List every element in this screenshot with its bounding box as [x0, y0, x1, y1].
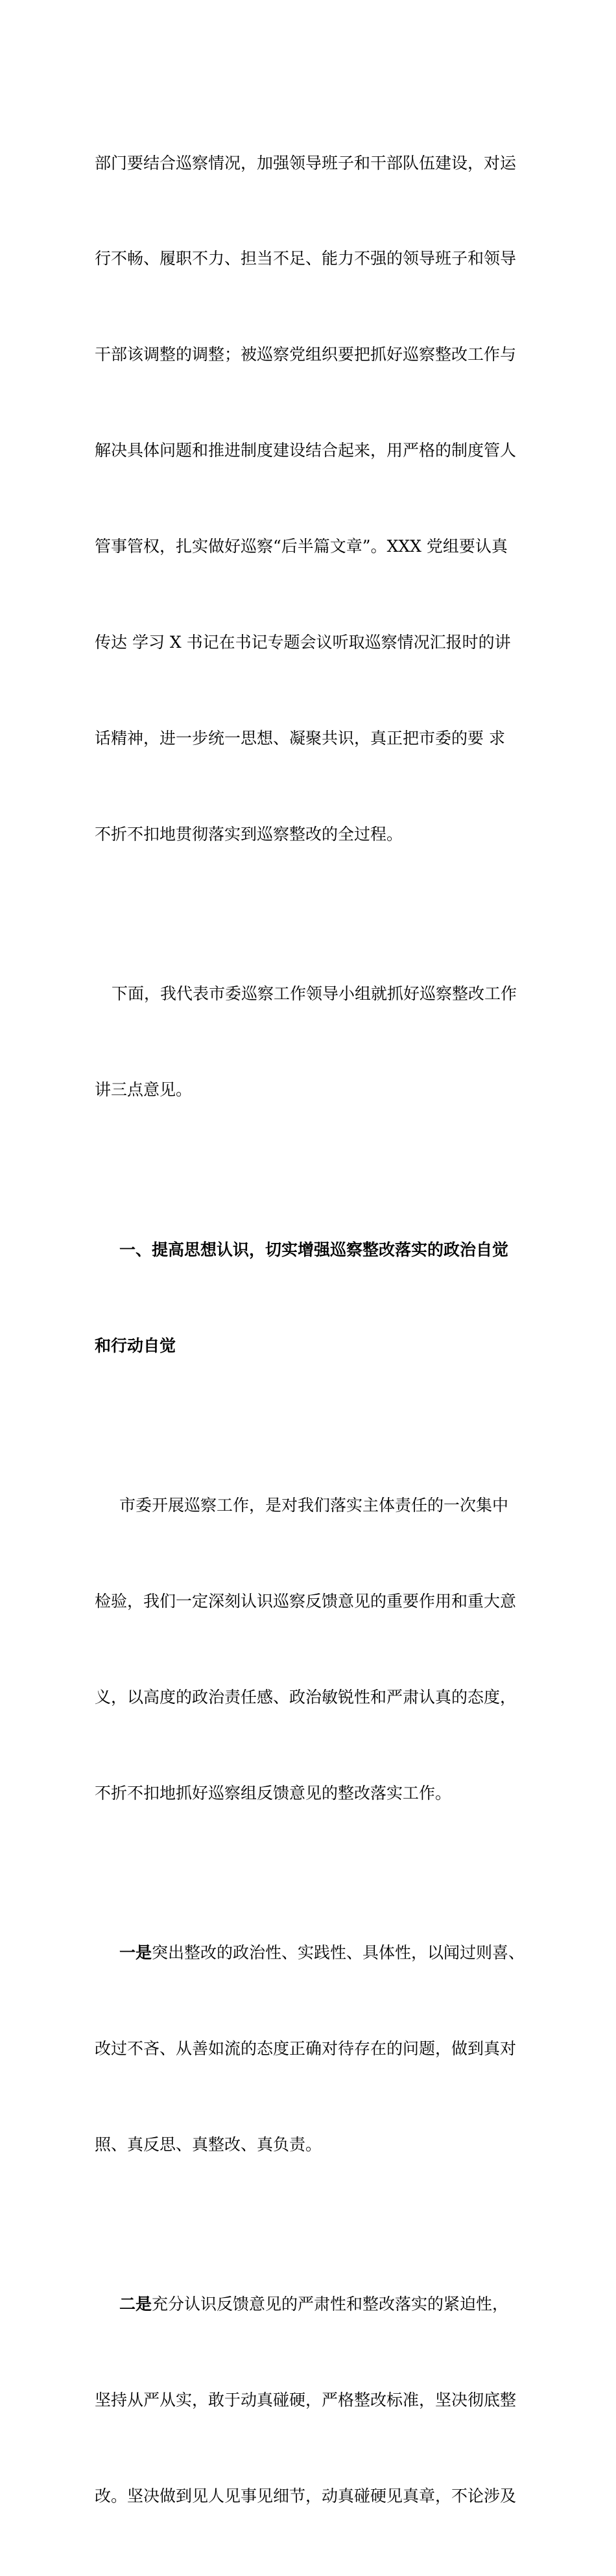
text-line: 讲三点意见。 — [95, 1080, 193, 1100]
text-line: 照、真反思、真整改、真负责。 — [95, 2135, 322, 2154]
section-heading — [95, 1170, 536, 1425]
text-line: 改。坚决做到见人见事见细节，动真碰硬见真章，不论涉及 — [95, 2487, 517, 2506]
text-line: 传达 学习 X 书记在书记专题会议听取巡察情况汇报时的讲 — [95, 633, 511, 652]
point-lead: 一是 — [119, 1943, 152, 1963]
text-line: 话精神，进一步统一思想、凝聚共识，真正把市委的要 求 — [95, 728, 505, 748]
text-line: 检验，我们一定深刻认识巡察反馈意见的重要作用和重大意 — [95, 1591, 517, 1611]
heading-line: 一、提高思想认识，切实增强巡察整改落实的政治自觉 — [119, 1240, 509, 1259]
document-body — [95, 83, 536, 2576]
heading-line: 和行动自觉 — [95, 1336, 176, 1355]
point-text: 充分认识反馈意见的严肃性和整改落实的紧迫性， — [152, 2295, 509, 2314]
text-line: 解决具体问题和推进制度建设结合起来，用严格的制度管人 — [95, 441, 517, 460]
paragraph-continuation — [95, 83, 536, 914]
text-line: 行不畅、履职不力、担当不足、能力不强的领导班子和领导 — [95, 249, 517, 268]
text-line: 不折不扣地抓好巡察组反馈意见的整改落实工作。 — [95, 1783, 452, 1802]
text-line: 不折不扣地贯彻落实到巡察整改的全过程。 — [95, 824, 403, 844]
paragraph-intro — [95, 914, 536, 1170]
text-line: 干部该调整的调整；被巡察党组织要把抓好巡察整改工作与 — [95, 345, 517, 364]
text-line: 坚持从严从实，敢于动真碰硬，严格整改标准，坚决彻底整 — [95, 2391, 517, 2410]
text-line: 改过不吝、从善如流的态度正确对待存在的问题，做到真对 — [95, 2039, 517, 2059]
text-line: 部门要结合巡察情况，加强领导班子和干部队伍建设，对运 — [95, 153, 517, 172]
point-lead: 二是 — [119, 2295, 152, 2314]
paragraph-section-body — [95, 1425, 536, 1873]
paragraph-point-two — [95, 2225, 536, 2576]
text-line — [95, 2288, 536, 2320]
point-text: 突出整改的政治性、实践性、具体性，以闻过则喜、 — [152, 1943, 525, 1963]
text-line: 管事管权，扎实做好巡察“后半篇文章”。XXX 党组要认真 — [95, 537, 508, 556]
text-line: 市委开展巡察工作，是对我们落实主体责任的一次集中 — [119, 1496, 509, 1515]
text-line — [95, 1937, 536, 1968]
paragraph-point-one — [95, 1873, 536, 2225]
text-line: 下面，我代表市委巡察工作领导小组就抓好巡察整改工作 — [112, 984, 517, 1004]
text-line: 义，以高度的政治责任感、政治敏锐性和严肃认真的态度， — [95, 1687, 517, 1707]
